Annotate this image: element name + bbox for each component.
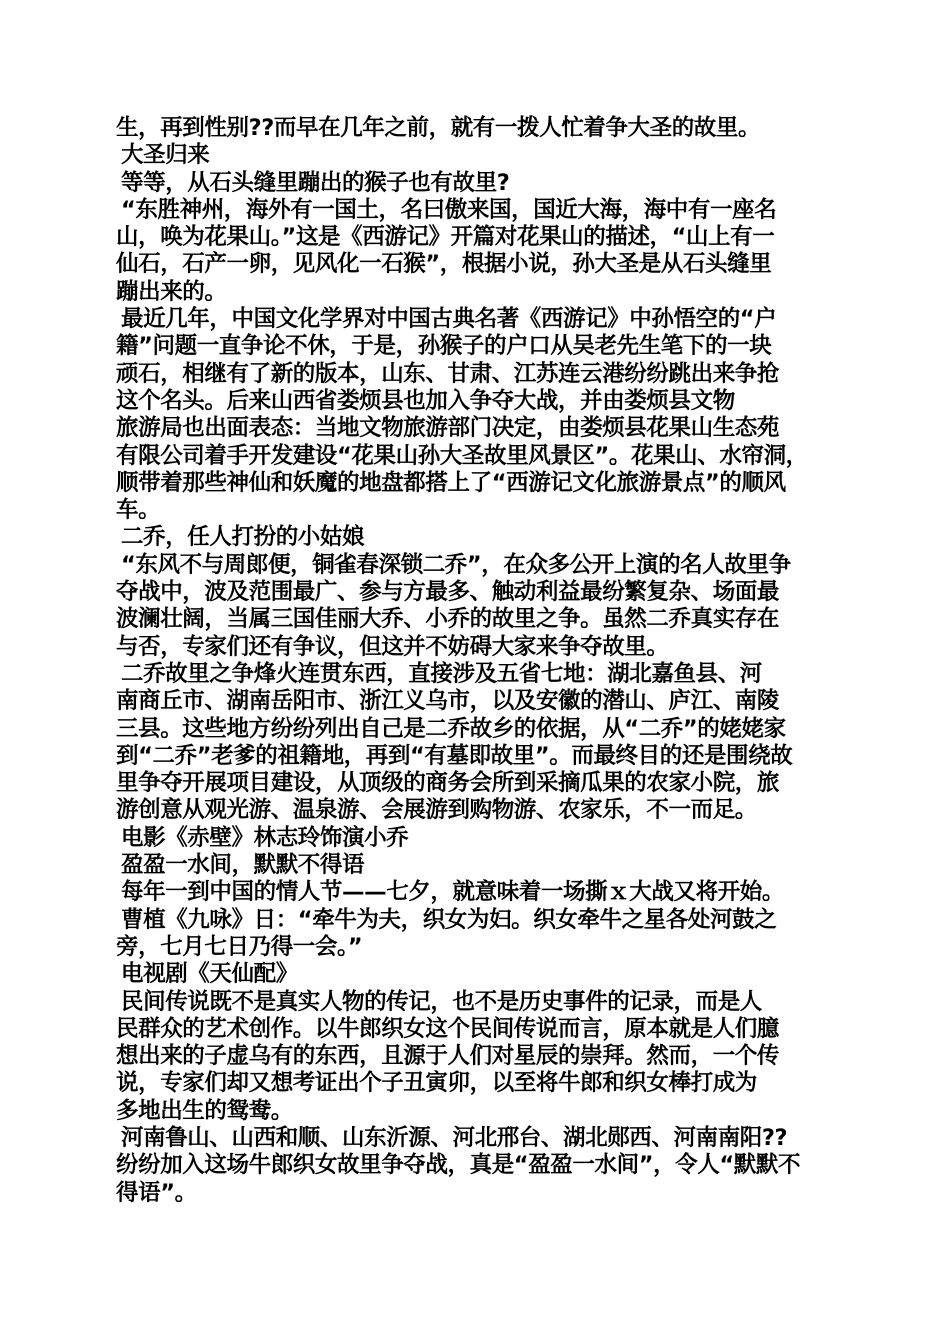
text-line: 盈盈一水间，默默不得语 <box>121 852 365 879</box>
text-line: 蹦出来的。 <box>116 278 227 305</box>
text-line: 到“二乔”老爹的祖籍地，再到“有墓即故里”。而最终目的还是围绕故 <box>116 742 793 769</box>
text-line: “东胜神州，海外有一国土，名曰傲来国，国近大海，海中有一座名 <box>121 196 777 223</box>
text-line: 车。 <box>116 497 161 524</box>
text-line: 民间传说既不是真实人物的传记，也不是历史事件的记录，而是人 <box>121 988 762 1015</box>
text-line: 这个名头。后来山西省娄烦县也加入争夺大战，并由娄烦县文物 <box>116 387 735 414</box>
text-line: 三县。这些地方纷纷列出自己是二乔故乡的依据，从“二乔”的姥姥家 <box>116 715 786 742</box>
text-line: 民群众的艺术创作。以牛郎织女这个民间传说而言，原本就是人们臆 <box>116 1015 780 1042</box>
text-line: 游创意从观光游、温泉游、会展游到购物游、农家乐，不一而足。 <box>116 797 757 824</box>
text-line: 得语”。 <box>116 1179 197 1206</box>
text-line: 旅游局也出面表态：当地文物旅游部门决定，由娄烦县花果山生态苑 <box>116 415 780 442</box>
text-line: “东风不与周郎便，铜雀春深锁二乔”，在众多公开上演的名人故里争 <box>121 551 791 578</box>
text-line: 想出来的子虚乌有的东西，且源于人们对星辰的崇拜。然而，一个传 <box>116 1043 780 1070</box>
text-line: 旁，七月七日乃得一会。” <box>116 933 363 960</box>
text-line: 生，再到性别??而早在几年之前，就有一拨人忙着争大圣的故里。 <box>116 115 761 141</box>
text-line: 仙石，石产一卵，见风化一石猴”，根据小说，孙大圣是从石头缝里 <box>116 251 772 278</box>
text-line: 纷纷加入这场牛郎织女故里争夺战，真是“盈盈一水间”，令人“默默不 <box>116 1152 801 1179</box>
text-line: 每年一到中国的情人节——七夕，就意味着一场撕ｘ大战又将开始。 <box>121 879 785 906</box>
text-line: 电影《赤壁》林志玲饰演小乔 <box>121 824 409 851</box>
text-line: 河南鲁山、山西和顺、山东沂源、河北邢台、湖北郧西、河南南阳?? <box>121 1124 788 1151</box>
text-line: 曹植《九咏》日：“牵牛为夫，织女为妇。织女牵牛之星各处河鼓之 <box>121 906 777 933</box>
text-line: 山，唤为花果山。”这是《西游记》开篇对花果山的描述，“山上有一 <box>116 224 775 251</box>
text-line: 夺战中，波及范围最广、参与方最多、触动利益最纷繁复杂、场面最 <box>116 579 780 606</box>
text-line: 电视剧《天仙配》 <box>121 961 298 988</box>
text-line: 等等，从石头缝里蹦出的猴子也有故里? <box>121 169 510 196</box>
text-line: 与否，专家们还有争议，但这并不妨碍大家来争夺故里。 <box>116 633 669 660</box>
text-line: 顽石，相继有了新的版本，山东、甘肃、江苏连云港纷纷跳出来争抢 <box>116 360 780 387</box>
text-line: 顺带着那些神仙和妖魔的地盘都搭上了“西游记文化旅游景点”的顺风 <box>116 469 786 496</box>
text-line: 大圣归来 <box>121 142 210 169</box>
text-line: 二乔，任人打扮的小姑娘 <box>121 524 365 551</box>
text-line: 最近几年，中国文化学界对中国古典名著《西游记》中孙悟空的“户 <box>121 306 777 333</box>
text-line: 有限公司着手开发建设“花果山孙大圣故里风景区”。花果山、水帘洞， <box>116 442 808 469</box>
text-line: 籍”问题一直争论不休，于是，孙猴子的户口从吴老先生笔下的一块 <box>116 333 772 360</box>
text-line: 多地出生的鸳鸯。 <box>116 1097 293 1124</box>
text-line: 波澜壮阔，当属三国佳丽大乔、小乔的故里之争。虽然二乔真实存在 <box>116 606 780 633</box>
text-line: 说，专家们却又想考证出个子丑寅卯，以至将牛郎和织女棒打成为 <box>116 1070 757 1097</box>
text-line: 里争夺开展项目建设，从顶级的商务会所到采摘瓜果的农家小院，旅 <box>116 770 780 797</box>
text-line: 南商丘市、湖南岳阳市、浙江义乌市，以及安徽的潜山、庐江、南陵 <box>116 688 780 715</box>
text-line: 二乔故里之争烽火连贯东西，直接涉及五省七地：湖北嘉鱼县、河 <box>121 660 762 687</box>
document-page <box>116 115 838 1207</box>
